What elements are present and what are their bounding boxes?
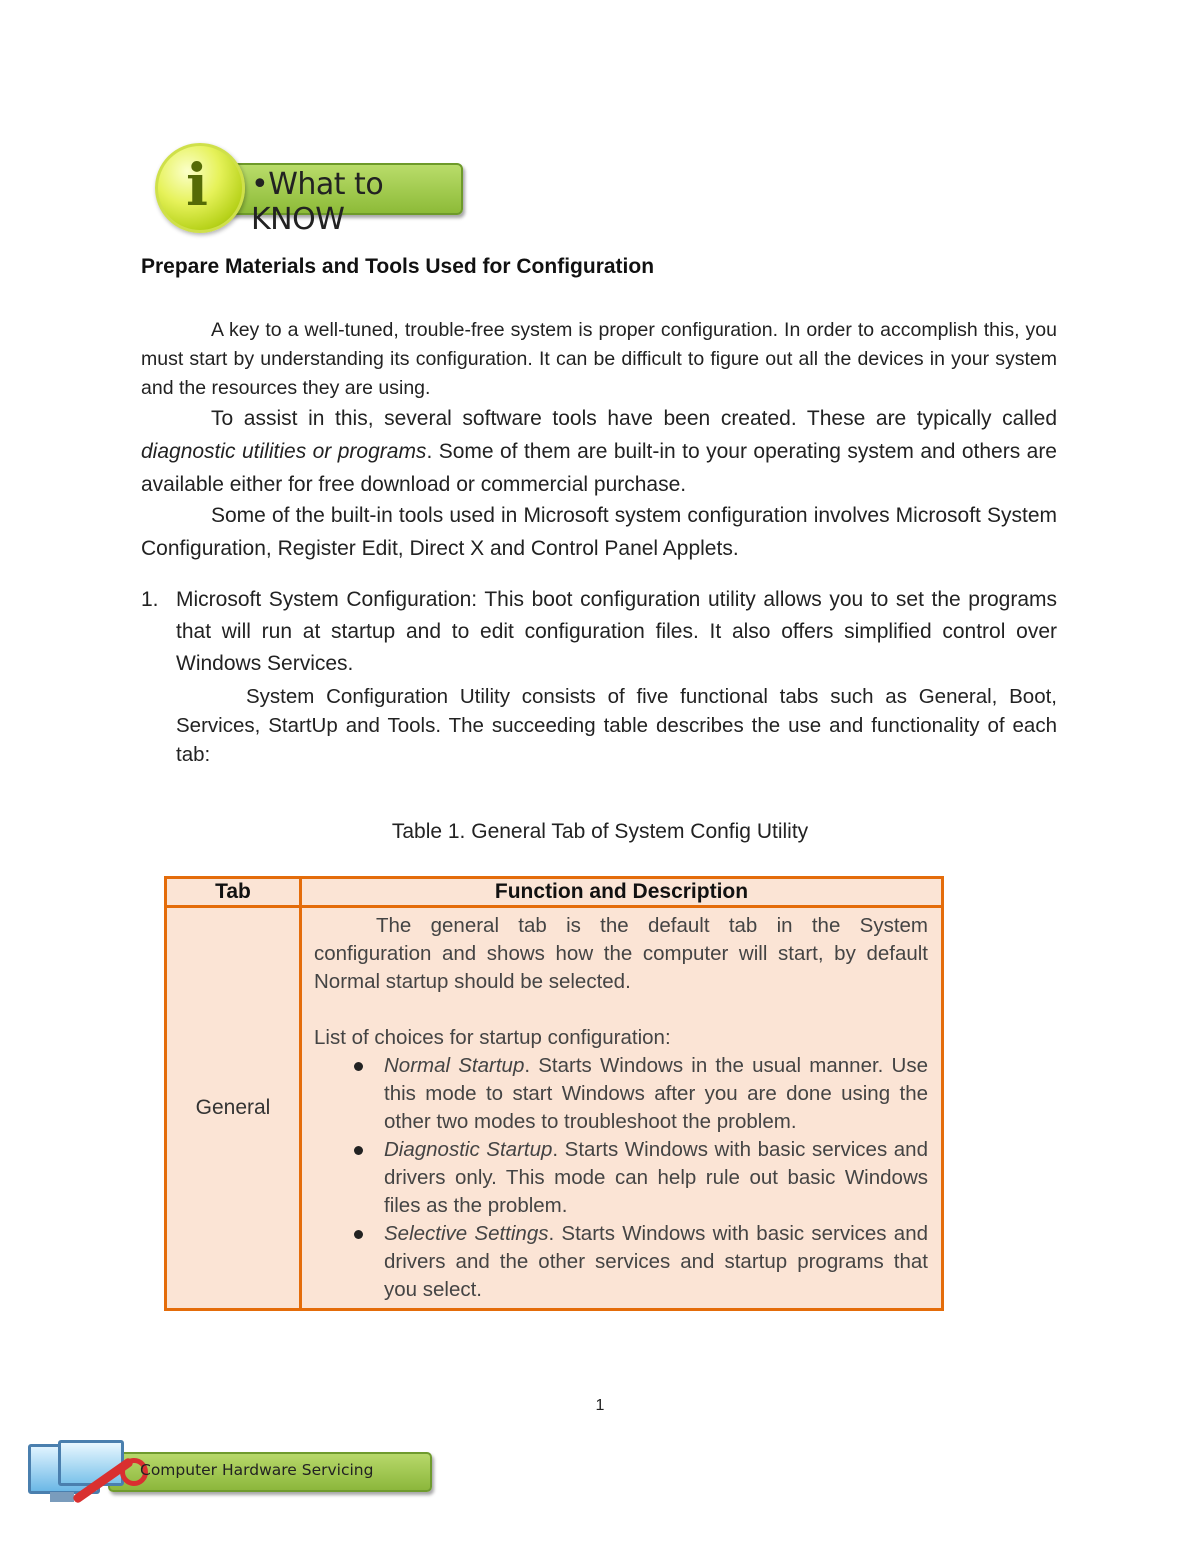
choices-list (314, 1052, 928, 1304)
paragraph-2-text-b: . Some of them are built-in to your operating system and others are available either for free download or commercial purchase. (141, 440, 1057, 496)
choice-name: Diagnostic Startup (384, 1138, 553, 1161)
info-icon-letter: i (185, 151, 209, 219)
choice-description: . Starts Windows with basic services and drivers only. This mode can help rule out basic Windows files as the problem. (384, 1138, 928, 1217)
list-item (314, 1052, 928, 1136)
choice-name: Selective Settings (384, 1222, 549, 1245)
paragraph-2-text-a: To assist in this, several software tools have been created. These are typically called (211, 407, 1057, 430)
description-intro-text: The general tab is the default tab in the System configuration and shows how the computer will start, by default Normal startup should be selected. (314, 914, 928, 993)
list-item-subparagraph-text: System Configuration Utility consists of five functional tabs such as General, Boot, Services, StartUp and Tools. The succeeding table describes the use and functionality of each tab: (176, 685, 1057, 766)
header-tab: Tab (166, 878, 301, 907)
description-cell (301, 907, 943, 1310)
paragraph-3 (141, 499, 1057, 565)
paragraph-3-text: Some of the built-in tools used in Microsoft system configuration involves Microsoft System Configuration, Register Edit, Direct X and Control Panel Applets. (141, 504, 1057, 560)
general-tab-table (164, 876, 944, 1311)
choice-description: . Starts Windows in the usual manner. Use this mode to start Windows after you are done using the other two modes to troubleshoot the problem. (384, 1054, 928, 1133)
choice-name: Normal Startup (384, 1054, 525, 1077)
footer-logo (28, 1440, 408, 1520)
list-item-text: Microsoft System Configuration: This boot configuration utility allows you to set the programs that will run at startup and to edit configuration files. It also offers simplified control over Windows Services. (176, 588, 1057, 675)
choices-label: List of choices for startup configuration: (314, 1026, 671, 1049)
description-intro (314, 912, 928, 996)
numbered-list (141, 584, 1057, 769)
list-item (314, 1136, 928, 1220)
tab-name-cell: General (166, 907, 301, 1310)
paragraph-1-text: A key to a well-tuned, trouble-free system is proper configuration. In order to accomplish this, you must start by understanding its configuration. It can be difficult to figure out all the devices in your system and the resources they are using. (141, 319, 1057, 399)
bullet-icon (354, 1146, 363, 1155)
paragraph-2 (141, 402, 1057, 501)
list-item-number: 1. (141, 588, 159, 611)
list-item-subparagraph (176, 682, 1057, 769)
monitor-icon-back (58, 1440, 124, 1486)
table-row (166, 907, 943, 1310)
what-to-know-banner (155, 143, 465, 237)
section-title: Prepare Materials and Tools Used for Configuration (141, 255, 655, 278)
list-item (314, 1220, 928, 1304)
table-header-row (166, 878, 943, 907)
header-function: Function and Description (301, 878, 943, 907)
table-caption: Table 1. General Tab of System Config Utility (391, 820, 809, 843)
monitor-stand-icon (50, 1492, 74, 1502)
footer-text: Computer Hardware Servicing (140, 1461, 374, 1479)
paragraph-2-emphasis: diagnostic utilities or programs (141, 440, 427, 463)
bullet-icon (354, 1062, 363, 1071)
choice-description: . Starts Windows with basic services and drivers and the other services and startup programs that you select. (384, 1222, 928, 1301)
banner-text: •What to KNOW (251, 167, 384, 237)
paragraph-1 (141, 316, 1057, 403)
page-number: 1 (595, 1397, 605, 1414)
bullet-icon (354, 1230, 363, 1239)
